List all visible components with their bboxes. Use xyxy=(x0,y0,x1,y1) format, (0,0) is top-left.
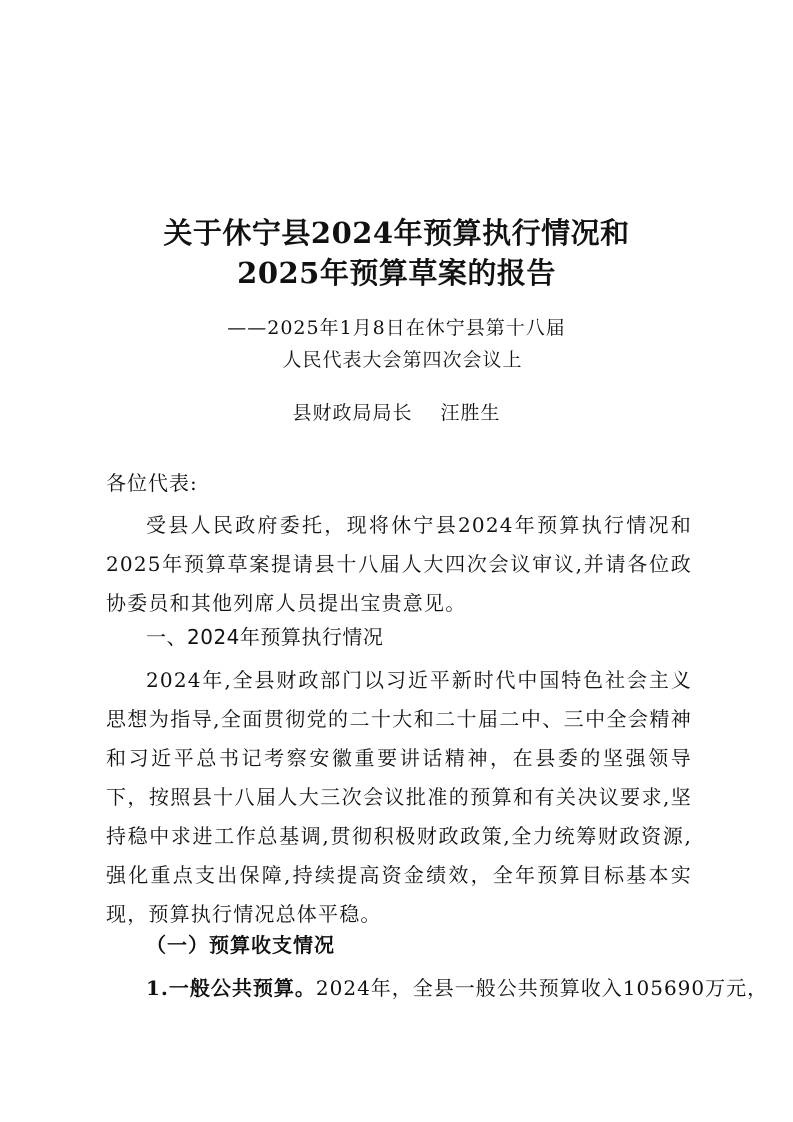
author-role: 县财政局局长 xyxy=(292,402,413,424)
subtitle-line-2: 人民代表大会第四次会议上 xyxy=(282,349,523,371)
author-name: 汪胜生 xyxy=(440,402,501,424)
section-heading-2: （一）预算收支情况 xyxy=(146,933,335,957)
paragraph-budget-lead: 1.一般公共预算。 xyxy=(146,976,316,1000)
paragraph-overview: 2024年,全县财政部门以习近平新时代中国特色社会主义思想为指导,全面贯彻党的二十大和二十届二中、三中全会精神和习近平总书记考察安徽重要讲话精神，在县委的坚强领导下，按照县十八届人大三次会议批准的预算和有关决议要求,坚持稳中求进工作总基调,贯彻积极财政政策,全力统筹财政资源,强化重点支出保障,持续提高资金绩效，全年预算目标基本实现，预算执行情况总体平稳。 xyxy=(106,668,692,926)
paragraph-intro: 受县人民政府委托，现将休宁县2024年预算执行情况和2025年预算草案提请县十八届人大四次会议审议,并请各位政协委员和其他列席人员提出宝贵意见。 xyxy=(106,513,692,615)
subtitle-line-1: ——2025年1月8日在休宁县第十八届 xyxy=(227,317,566,339)
document-title-line-1: 关于休宁县2024年预算执行情况和 xyxy=(163,216,630,250)
paragraph-budget-text: 2024年，全县一般公共预算收入105690万元， xyxy=(315,976,769,1000)
section-heading-1: 一、2024年预算执行情况 xyxy=(146,625,384,649)
author-line xyxy=(0,398,793,428)
salutation: 各位代表: xyxy=(106,471,198,495)
document-title-line-2: 2025年预算草案的报告 xyxy=(237,256,556,290)
paragraph-budget xyxy=(146,973,769,1003)
